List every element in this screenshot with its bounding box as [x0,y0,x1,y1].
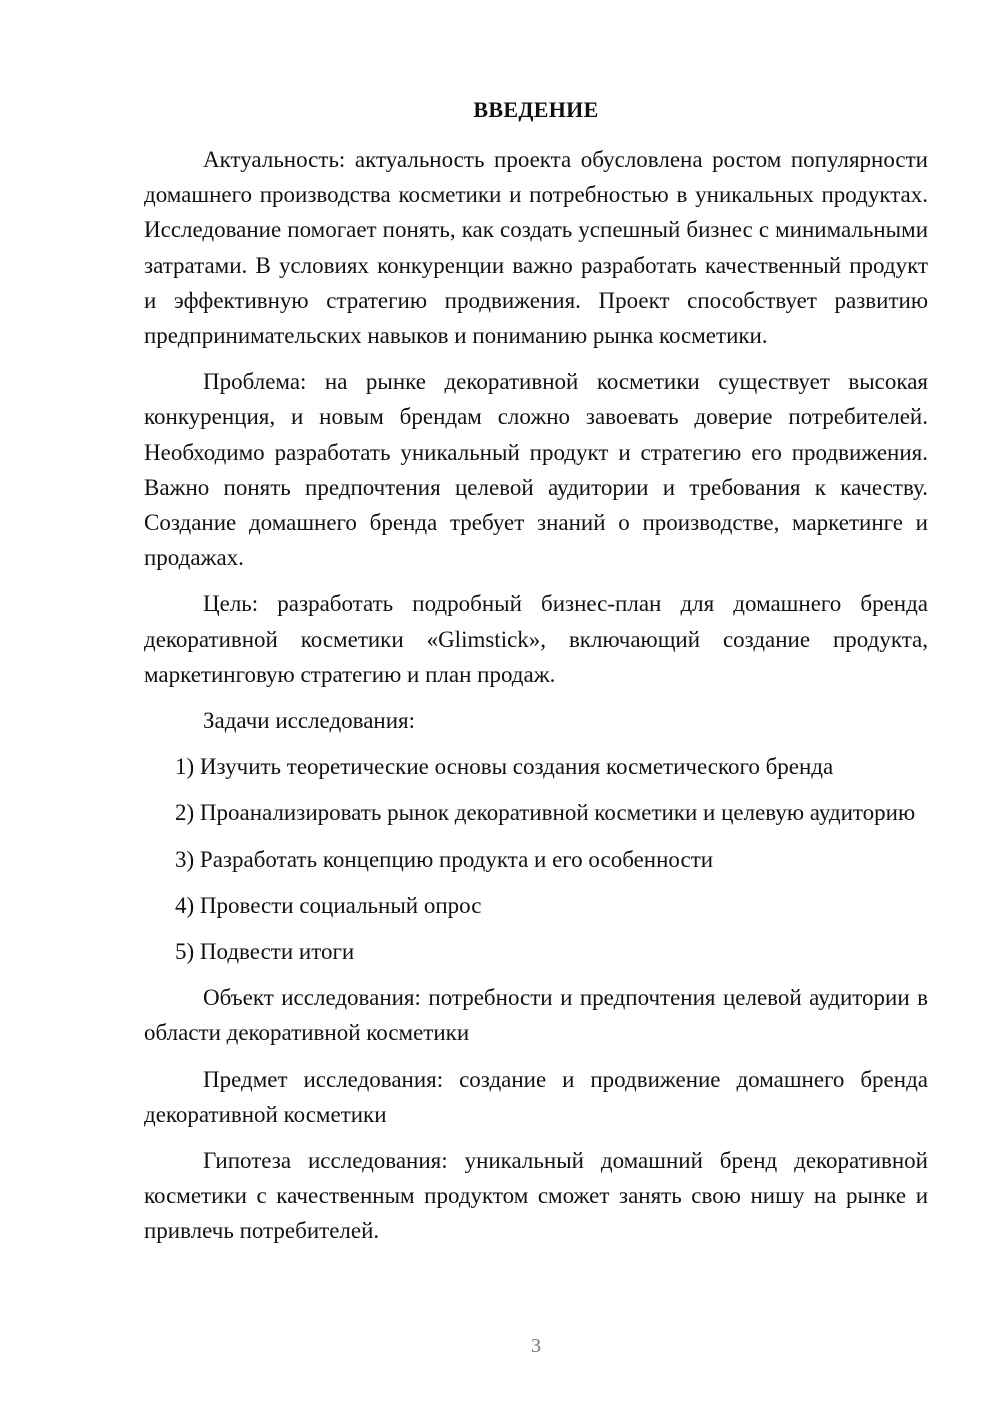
task-item-5: 5) Подвести итоги [175,939,355,965]
task-item-1: 1) Изучить теоретические основы создания косметического бренда [175,754,834,780]
task-item-2: 2) Проанализировать рынок декоративной косметики и целевую аудиторию [175,800,916,826]
paragraph-relevance: Актуальность: актуальность проекта обусловлена ростом популярности домашнего производства косметики и потребностью в уникальных продуктах. Исследование помогает понять, как создать успешный бизнес с минимальными затратами. В условиях конкуренции важно разработать качественный продукт и эффективную стратегию продвижения. Проект способствует развитию предпринимательских навыков и пониманию рынка косметики. [144,147,928,349]
paragraph-hypothesis: Гипотеза исследования: уникальный домашний бренд декоративной косметики с качественным продуктом сможет занять свою нишу на рынке и привлечь потребителей. [144,1148,928,1244]
page-title: ВВЕДЕНИЕ [473,97,599,122]
task-item-3: 3) Разработать концепцию продукта и его особенности [175,846,714,872]
task-item-4: 4) Провести социальный опрос [175,892,482,918]
paragraph-goal: Цель: разработать подробный бизнес-план для домашнего бренда декоративной косметики «Glimstick», включающий создание продукта, маркетинговую стратегию и план продаж. [144,591,928,687]
paragraph-tasks-heading: Задачи исследования: [203,708,416,734]
body-text [144,142,928,1260]
paragraph-subject: Предмет исследования: создание и продвижение домашнего бренда декоративной косметики [144,1066,928,1127]
paragraph-object: Объект исследования: потребности и предпочтения целевой аудитории в области декоративной косметики [144,985,928,1046]
paragraph-problem: Проблема: на рынке декоративной косметики существует высокая конкуренция, и новым брендам сложно завоевать доверие потребителей. Необходимо разработать уникальный продукт и стратегию его продвижения. Важно понять предпочтения целевой аудитории и требования к качеству. Создание домашнего бренда требует знаний о производстве, маркетинге и продажах. [144,369,928,571]
page-number: 3 [531,1335,541,1357]
